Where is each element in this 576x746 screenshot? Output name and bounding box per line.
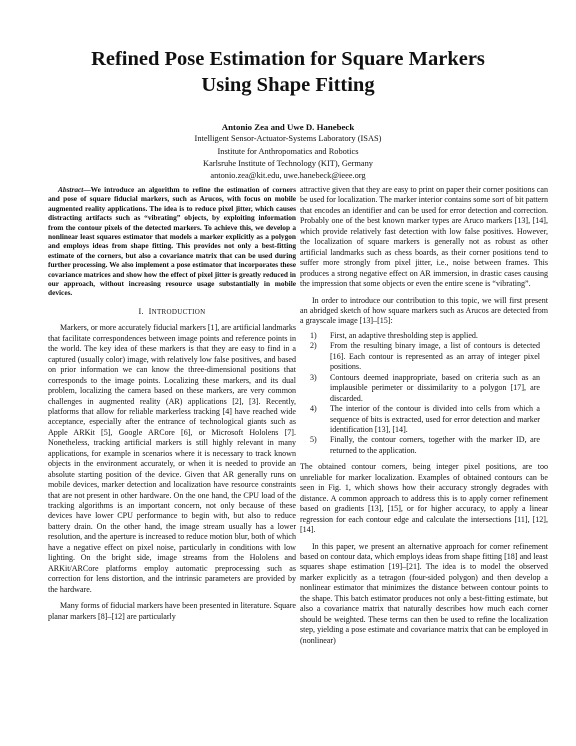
abstract-text: —We introduce an algorithm to refine the estimation of corners and pose of square fiducial markers, such as Arucos, with focus on mobile augmented reality applications. The idea is to reduce pixel jitter, which causes distracting artifacts such as “vibrating” objects, by exploiting information from the contour pixels of the detected markers. To achieve this, we develop a nonlinear least squares estimator that models a marker explicitly as a polygon and employs ideas from shape fitting. This provides not only a best-fitting estimate of the corners, but also a covariance matrix that can be used during further processing. We also implement a pose estimator that incorporates these covariance matrices and show how the effect of pixel jitter is greatly reduced in our approach, without increasing resource usage substantially in mobile devices.: [48, 185, 296, 298]
affiliation-university: Karlsruhe Institute of Technology (KIT), Germany: [203, 158, 373, 168]
step-text: Finally, the contour corners, together with the marker ID, are returned to the application.: [330, 435, 540, 455]
affiliation-lab: Intelligent Sensor-Actuator-Systems Laboratory (ISAS): [194, 134, 382, 144]
detection-steps-list: [300, 331, 548, 456]
section-heading-introduction: [48, 307, 296, 317]
abstract-label: Abstract: [58, 185, 84, 194]
paper-title: [40, 46, 536, 98]
contour-corners-paragraph: The obtained contour corners, being integer pixel positions, are too unreliable for marker localization. Examples of obtained contours can be seen in Fig. 1, which shows how their accuracy strongly degrades with distance. A common approach to address this is to apply corner refinement based on gradients [13], [15], or for higher accuracy, to apply a linear regression for each contour edge and calculate the intersections [11], [12], [14].: [300, 462, 548, 535]
step-text: First, an adaptive thresholding step is applied.: [330, 330, 478, 340]
right-paragraph-continued: attractive given that they are easy to print on paper their corner positions can be used for localization. The marker interior contains some sort of bit pattern that encodes an identifier and can be used for error detection and correction. Probably one of the best known marker types are Aruco markers [13], [14], which provide relatively fast detection with low false positives. However, the localization of square markers is generally not as robust as other artificial landmarks such as chess boards, as their corner positions tend to suffer more strongly from pixel jitter, i.e., noise between frames. This produces a strong negative effect on AR immersion, in drastic cases causing the impression that some objects or even the entire scene is “vibrating”.: [300, 185, 548, 289]
step-text: The interior of the contour is divided into cells from which a sequence of bits is extracted, used for error detection and marker identification [13], [14].: [330, 404, 540, 434]
list-item: [300, 404, 548, 435]
abstract: [48, 185, 296, 298]
step-number: 5): [310, 435, 317, 445]
author-emails: antonio.zea@kit.edu, uwe.hanebeck@ieee.org: [210, 171, 366, 181]
author-names: Antonio Zea and Uwe D. Hanebeck: [221, 122, 355, 132]
intro-paragraph-1: Markers, or more accurately fiducial markers [1], are artificial landmarks that facilitate correspondences between image points and reference points in the world. The key idea of these markers is that they are easy to find in a captured (usually color) image, with relatively low false positives, and based on prior information we can know the three-dimensional positions that corresponds to the image points. Localizing these markers, and its dual problem, localizing the camera based on these markers, are very common challenges in augmented reality (AR) applications [2], [3]. Recently, platforms that allow for reliable markerless tracking [4] have reached wide acceptance, especially after the entrance of technological giants such as Apple ARKit [5], Google ARCore [6], or Microsoft Hololens [7]. Nonetheless, tracking artificial markers is still highly relevant in many applications, for example in scenarios where it is necessary to track known objects in the environment accurately, or when it is needed to provide an absolute starting position of the device. Given that AR generally runs on mobile devices, marker detection and localization have resource constraints that are not present in other hardware. On the one hand, the CPU load of the tracking algorithms is an important concern, not only because of these devices have lower CPU performance to begin with, but also to reduce battery drain. On the other hand, the image stream usually has a lower resolution, and the aperture is increased to reduce motion blur, both of which have a negative effect on pixel noise, particularly in conditions with low lighting. On the bright side, image streams from the Hololens and ARKit/ARCore platforms employ automatic preprocessing such as correction for lens distortion, and the intrinsic parameters are provided by the hardware.: [48, 323, 296, 594]
section-name-rest: NTRODUCTION: [151, 307, 206, 316]
contribution-paragraph: In this paper, we present an alternative approach for corner refinement based on contour data, which employs ideas from shape fitting [18] and least squares shape estimation [19]–[21]. The idea is to model the observed marker explicitly as a tetragon (four-sided polygon) and then develop a nonlinear estimator that minimizes the distance between contour points to the shape. This batch estimator produces not only a best-fitting estimate, but also a covariance matrix that naturally describes how much each corner should be weighted. These terms can then be used to refine the localization step, yielding a pose estimate and covariance matrix that can be employed in (nonlinear): [300, 541, 548, 645]
step-text: From the resulting binary image, a list of contours is detected [16]. Each contour is represented as an array of integer pixel positions.: [330, 341, 540, 372]
step-text: Contours deemed inappropriate, based on criteria such as an implausible perimeter or dissimilarity to a polygon [17], are discarded.: [330, 372, 540, 403]
list-item: [300, 373, 548, 404]
intro-paragraph-2: Many forms of fiducial markers have been presented in literature. Square planar markers [8]–[12] are particularly: [48, 601, 296, 621]
author-block: [40, 121, 536, 182]
title-line-1: Refined Pose Estimation for Square Markers: [91, 48, 485, 70]
step-number: 2): [310, 341, 317, 351]
detection-intro-paragraph: In order to introduce our contribution to this topic, we will first present an abridged sketch of how square markers such as Arucos are detected from a grayscale image [13]–[15]:: [300, 295, 548, 326]
section-name-initial: I: [148, 306, 152, 316]
affiliation-institute: Institute for Anthropomatics and Robotics: [217, 146, 359, 156]
list-item: [300, 341, 548, 372]
step-number: 1): [310, 330, 317, 340]
title-line-2: Using Shape Fitting: [201, 74, 375, 96]
right-column: [300, 185, 548, 646]
section-number: I.: [138, 306, 144, 316]
step-number: 3): [310, 372, 317, 382]
list-item: [300, 435, 548, 456]
step-number: 4): [310, 404, 317, 414]
list-item: [300, 331, 548, 341]
left-column: [48, 185, 296, 622]
